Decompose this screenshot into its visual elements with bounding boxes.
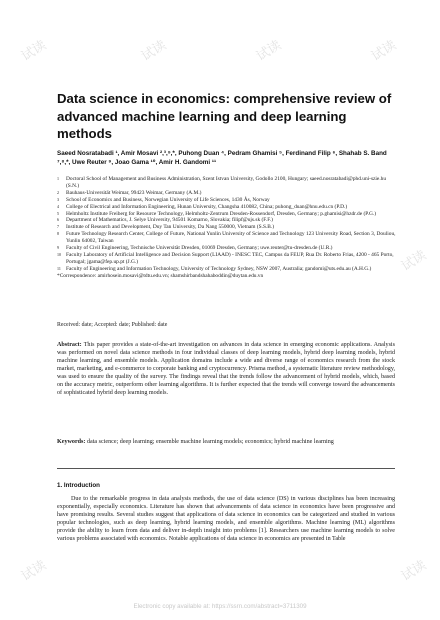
affiliation-text: Helmholtz Institute Freiberg for Resource Technology, Helmholtz-Zentrum Dresden-Rossendorf, Dresden, Germany; p.ghamisi@hzdr.de (P.G.) <box>66 210 377 217</box>
affiliation-text: Institute of Research and Development, Duy Tan University, Da Nang 550000, Vietnam (S.S.B.) <box>66 224 275 231</box>
affiliation-number: 10 <box>57 251 61 257</box>
correspondence-line: *Correspondence: amirhosein.mosavi@tdtu.edu.vn; shamshirbandshahaboddin@duytan.edu.vn <box>57 272 264 279</box>
affiliation-text: Faculty Laboratory of Artificial Intelligence and Decision Support (LIAAD) - INESC TEC, Campus da FEUP, Rua Dr. Roberto Frias, 4200 - 465 Porto, Portugal; jgama@fep.up.pt (J.G.) <box>66 251 394 265</box>
abstract-text: This paper provides a state-of-the-art investigation on advances in data science in emerging economic applications. Analysis was performed on novel data science methods in four individual classes of deep learning models, hybrid deep learning models, hybrid machine learning, and ensemble models. Application domains include a wide and diverse range of economics research from the stock market, marketing, and e-commerce to corporate banking and cryptocurrency. Prisma method, a systematic literature review methodology, was used to ensure the quality of the survey. The findings reveal that the trends follow the advancement of hybrid models, which, based on the accuracy metric, outperform other learning algorithms. It is further expected that the trends will converge toward the advancements of sophisticated hybrid deep learning models. <box>57 342 396 397</box>
ssrn-footer: Electronic copy available at: https://ssrn.com/abstract=3711309 <box>133 603 307 610</box>
affiliation-number: 1 <box>57 176 59 181</box>
affiliation-item <box>57 197 397 204</box>
affiliation-item <box>57 245 397 252</box>
affiliation-list <box>57 176 397 280</box>
affiliation-number: 8 <box>57 231 59 237</box>
affiliation-number: 7 <box>57 224 59 230</box>
affiliation-number: 3 <box>57 196 59 202</box>
affiliation-number: 11 <box>57 265 61 271</box>
keywords-label: Keywords: <box>57 439 86 445</box>
affiliation-item <box>57 176 397 190</box>
affiliation-text: School of Economics and Business, Norwegian University of Life Sciences, 1430 Ås, Norway <box>66 196 270 203</box>
affiliation-number: 9 <box>57 245 59 251</box>
affiliation-text: Faculty of Engineering and Information Technology, University of Technology Sydney, NSW 2007, Australia; gandomi@uts.edu.au (A.H.G.) <box>66 265 372 272</box>
affiliation-text: Future Technology Research Center, College of Future, National Yunlin University of Science and Technology 123 University Road, Section 3, Douliou, Yunlin 64002, Taiwan <box>66 231 396 245</box>
keywords <box>57 438 395 446</box>
keywords-text: data science; deep learning; ensemble machine learning models; economics; hybrid machine learning <box>86 439 334 445</box>
watermark: 试读 <box>399 247 430 275</box>
affiliation-item <box>57 190 397 197</box>
abstract-label: Abstract: <box>57 342 82 348</box>
watermark: 试读 <box>254 37 285 65</box>
watermark: 试读 <box>139 37 170 65</box>
affiliation-item <box>57 231 397 245</box>
abstract <box>57 341 395 397</box>
affiliation-text: Faculty of Civil Engineering, Technische Universität Dresden, 01069 Dresden, Germany; uwe.reuter@tu-dresden.de (U.R.) <box>66 245 333 252</box>
affiliation-number: 5 <box>57 210 59 216</box>
watermark: 试读 <box>369 37 400 65</box>
affiliation-text: Department of Mathematics, J. Selye University, 94501 Komarno, Slovakia; filipf@ujs.sk (F.F.) <box>66 217 273 224</box>
paper-title: Data science in economics: comprehensive review of advanced machine learning and deep learning methods <box>57 91 392 141</box>
affiliation-item <box>57 204 397 211</box>
affiliation-text: Bauhaus-Universität Weimar, 99423 Weimar, Germany (A.M.) <box>66 189 202 196</box>
section-divider <box>57 468 395 469</box>
introduction-paragraph: Due to the remarkable progress in data analysis methods, the use of data science (DS) in various disciplines has been increasing exponentially, especially economics. Literature has shown that advancements of data science in economics have been progressive and have promising results. Several studies suggest that applications of data science in economics can be categorized and studied in various popular technologies, such as deep learning, hybrid learning models, and ensemble algorithms. Machine learning (ML) algorithms provide the ability to learn from data and deliver in-depth insight into problems [1]. Researchers use machine learning models to solve various problems associated with economics. Notable applications of data science in economics are presented in Table <box>57 496 395 543</box>
affiliation-number: 6 <box>57 217 59 223</box>
affiliation-number: 2 <box>57 189 59 195</box>
watermark: 试读 <box>19 557 50 585</box>
affiliation-number: 4 <box>57 203 59 209</box>
watermark: 试读 <box>19 37 50 65</box>
author-list: Saeed Nosratabadi ¹, Amir Mosavi ²,³,⁹,*, Puhong Duan ⁴, Pedram Ghamisi ⁵, Ferdinand Filip ⁶, Shahab S. Band ⁷,⁸,*, Uwe Reuter ⁹, Joao Gama ¹⁰, Amir H. Gandomi ¹¹ <box>57 150 387 166</box>
watermark: 试读 <box>399 557 430 585</box>
affiliation-item <box>57 266 397 273</box>
affiliation-text: Doctoral School of Management and Business Administration, Szent Istvan University, Godollo 2100, Hungary; saeed.nosratabadi@phd.uni-szie.hu (S.N.) <box>66 176 387 189</box>
affiliation-item <box>57 252 397 266</box>
section-heading: 1. Introduction <box>57 482 100 489</box>
publication-dates: Received: date; Accepted: date; Published: date <box>57 322 168 328</box>
affiliation-text: College of Electrical and Information Engineering, Hunan University, Changsha 410082, China; puhong_duan@hnu.edu.cn (P.D.) <box>66 203 348 210</box>
